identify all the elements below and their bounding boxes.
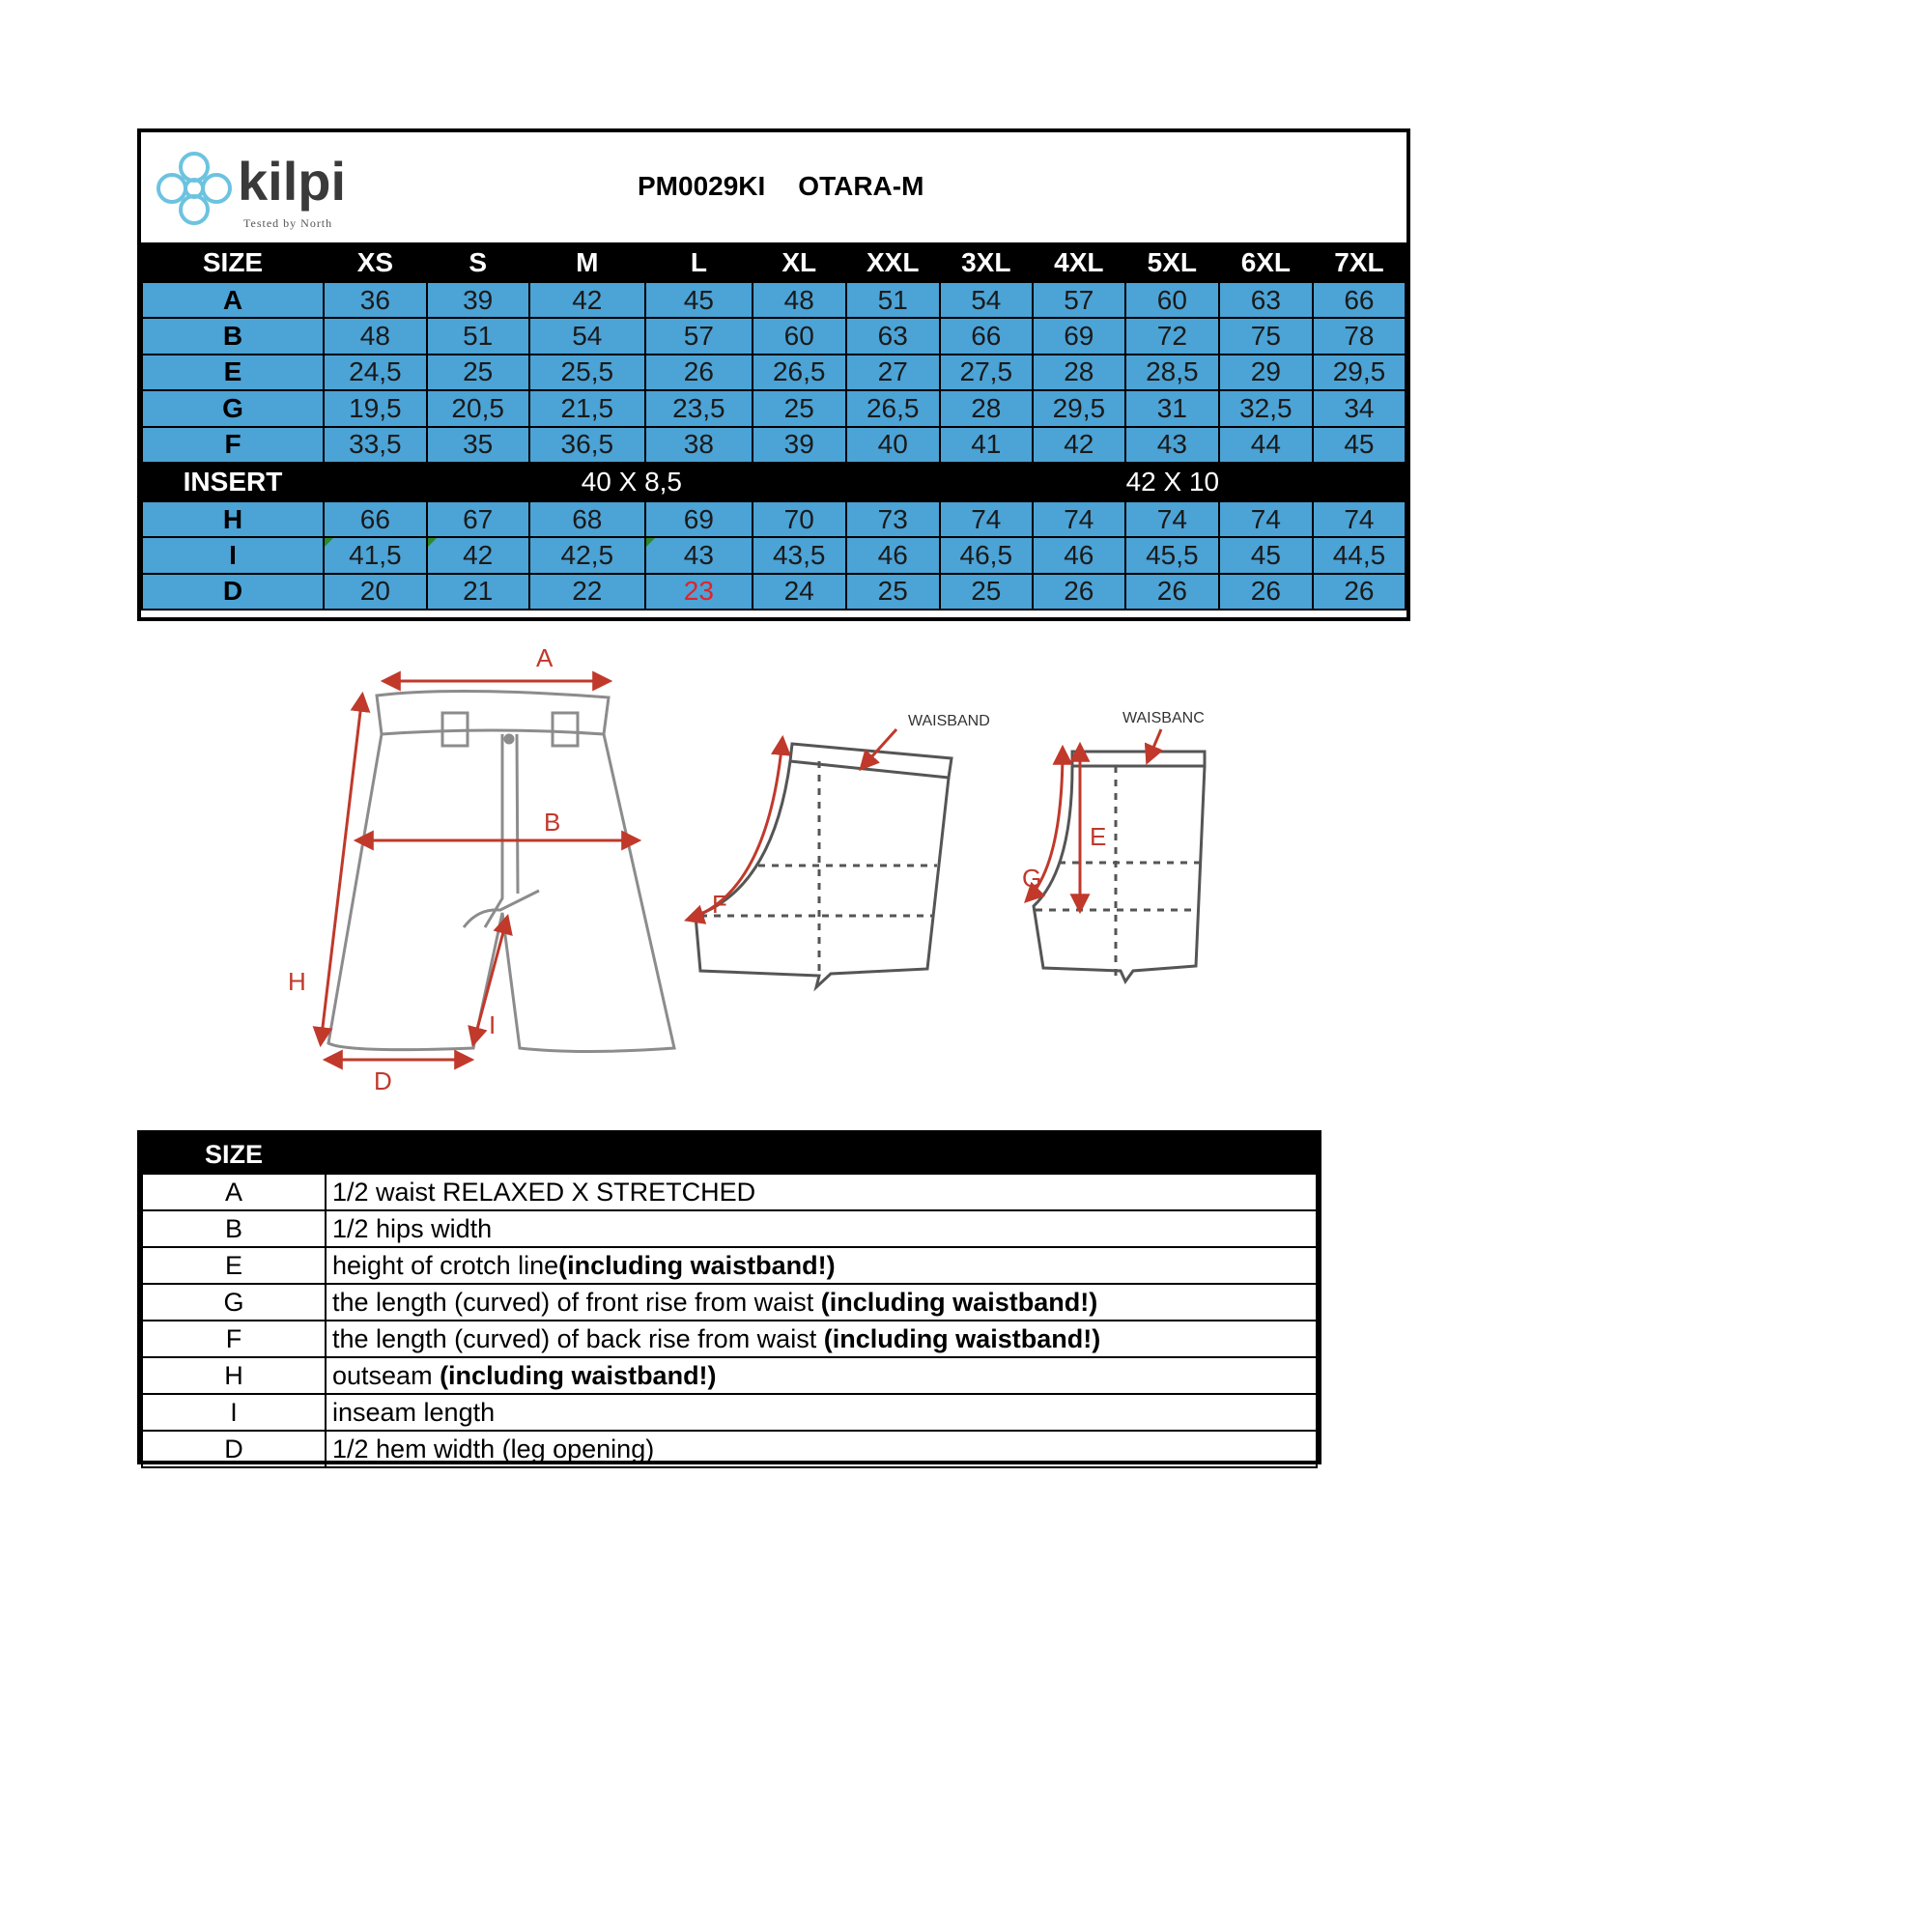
measurement-value: 33,5 [324, 427, 427, 463]
size-header-cell: XXL [846, 243, 940, 282]
measurement-value: 21,5 [529, 390, 645, 426]
measurement-value: 74 [1033, 501, 1125, 537]
legend-row [142, 1174, 1317, 1210]
measurement-row [142, 501, 1406, 537]
measurement-value: 51 [846, 282, 940, 318]
side-measure-lines [1027, 729, 1161, 910]
measurement-value: 44,5 [1313, 537, 1406, 573]
measurement-value: 75 [1219, 318, 1313, 354]
size-header-row [142, 243, 1406, 282]
brand-tagline: Tested by North [243, 216, 333, 230]
label-g: G [1022, 864, 1042, 893]
measurement-row [142, 427, 1406, 463]
measurement-value: 46,5 [940, 537, 1033, 573]
legend-text: inseam length [332, 1397, 496, 1427]
measurement-value: 41 [940, 427, 1033, 463]
legend-text: height of crotch line [332, 1250, 559, 1280]
brand-wordmark: kilpi [238, 151, 347, 212]
shorts-back-view [696, 744, 952, 987]
measurement-value: 66 [1313, 282, 1406, 318]
measurement-value: 67 [427, 501, 529, 537]
measurement-value: 38 [645, 427, 753, 463]
measurement-value: 34 [1313, 390, 1406, 426]
measurement-key: E [142, 355, 324, 390]
measurement-value: 43 [1125, 427, 1219, 463]
legend-key: A [142, 1174, 326, 1210]
measurement-value: 22 [529, 574, 645, 610]
legend-row [142, 1284, 1317, 1321]
size-chart [137, 128, 1410, 621]
insert-label: INSERT [142, 463, 324, 501]
measurement-value: 46 [846, 537, 940, 573]
measurement-row [142, 355, 1406, 390]
measurement-value: 26 [645, 355, 753, 390]
measurement-value: 21 [427, 574, 529, 610]
legend-description [326, 1210, 1317, 1247]
size-header-cell: 7XL [1313, 243, 1406, 282]
legend-row [142, 1394, 1317, 1431]
measurement-value: 35 [427, 427, 529, 463]
legend-text: 1/2 waist RELAXED X STRETCHED [332, 1177, 756, 1207]
legend-description [326, 1247, 1317, 1284]
measurement-key: I [142, 537, 324, 573]
measurement-value: 74 [1219, 501, 1313, 537]
waistband-label-back: WAISBAND [908, 713, 990, 729]
measurement-value: 31 [1125, 390, 1219, 426]
measurement-row [142, 390, 1406, 426]
legend-bold-note: (including waistband!) [820, 1287, 1098, 1317]
measurement-value: 63 [1219, 282, 1313, 318]
legend-bold-note: (including waistband!) [440, 1360, 717, 1390]
measurement-value: 66 [324, 501, 427, 537]
legend-row [142, 1431, 1317, 1467]
measurement-value: 26 [1033, 574, 1125, 610]
legend-row [142, 1321, 1317, 1357]
measurement-value: 26 [1313, 574, 1406, 610]
measurement-key: H [142, 501, 324, 537]
waistband-label-side: WAISBANC [1122, 710, 1205, 726]
size-header-cell: S [427, 243, 529, 282]
measurement-value: 25 [753, 390, 846, 426]
measurement-value: 60 [1125, 282, 1219, 318]
measurement-value: 27 [846, 355, 940, 390]
measurement-value: 24 [753, 574, 846, 610]
measurement-value: 57 [645, 318, 753, 354]
measurement-value: 63 [846, 318, 940, 354]
legend-description [326, 1284, 1317, 1321]
measurement-value: 39 [427, 282, 529, 318]
measurement-value: 44 [1219, 427, 1313, 463]
label-f: F [712, 890, 727, 919]
measurement-value: 69 [1033, 318, 1125, 354]
measurement-value: 26,5 [753, 355, 846, 390]
knot-icon [158, 154, 230, 223]
measurement-value: 23,5 [645, 390, 753, 426]
measurement-value: 26,5 [846, 390, 940, 426]
label-b: B [544, 808, 561, 837]
product-title [638, 171, 956, 202]
shorts-side-view [1034, 752, 1205, 981]
measurement-value: 74 [1313, 501, 1406, 537]
measurement-value: 69 [645, 501, 753, 537]
measurement-value: 72 [1125, 318, 1219, 354]
kilpi-logo [151, 138, 373, 235]
insert-value-large: 42 X 10 [940, 463, 1406, 501]
legend-text: outseam [332, 1360, 440, 1390]
measurement-value: 48 [753, 282, 846, 318]
measurement-value: 43,5 [753, 537, 846, 573]
label-e: E [1090, 822, 1107, 851]
legend-description [326, 1321, 1317, 1357]
insert-row [142, 463, 1406, 501]
label-h: H [288, 967, 306, 996]
measurement-value: 36 [324, 282, 427, 318]
measurement-value: 26 [1219, 574, 1313, 610]
measurement-value: 24,5 [324, 355, 427, 390]
measurement-value: 45,5 [1125, 537, 1219, 573]
measurement-value: 45 [1313, 427, 1406, 463]
measurement-row [142, 537, 1406, 573]
legend-key: D [142, 1431, 326, 1467]
measurement-value: 20 [324, 574, 427, 610]
size-header-cell: 6XL [1219, 243, 1313, 282]
measurement-value: 74 [940, 501, 1033, 537]
measurement-value: 29,5 [1313, 355, 1406, 390]
measurement-value: 54 [940, 282, 1033, 318]
measurement-value: 74 [1125, 501, 1219, 537]
measurement-row [142, 318, 1406, 354]
measurement-value: 27,5 [940, 355, 1033, 390]
measurement-value: 36,5 [529, 427, 645, 463]
measurement-value: 26 [1125, 574, 1219, 610]
legend-text: the length (curved) of back rise from waist [332, 1323, 824, 1353]
size-header-cell: 5XL [1125, 243, 1219, 282]
label-i: I [489, 1010, 497, 1039]
measurement-value: 48 [324, 318, 427, 354]
legend-key: F [142, 1321, 326, 1357]
measurement-legend [137, 1130, 1321, 1464]
measurement-value: 45 [645, 282, 753, 318]
measurement-value: 28,5 [1125, 355, 1219, 390]
measurement-value: 29 [1219, 355, 1313, 390]
size-header-cell: 3XL [940, 243, 1033, 282]
measurement-value: 40 [846, 427, 940, 463]
legend-key: E [142, 1247, 326, 1284]
measurement-value: 73 [846, 501, 940, 537]
measurement-row [142, 282, 1406, 318]
size-header-cell: L [645, 243, 753, 282]
measurement-value: 51 [427, 318, 529, 354]
measurement-value: 19,5 [324, 390, 427, 426]
measurement-value: 42,5 [529, 537, 645, 573]
measurement-value: 42 [427, 537, 529, 573]
measurement-value: 57 [1033, 282, 1125, 318]
measurement-value: 42 [529, 282, 645, 318]
measurement-value: 68 [529, 501, 645, 537]
product-name: OTARA-M [798, 171, 924, 201]
measurement-value: 54 [529, 318, 645, 354]
legend-description [326, 1174, 1317, 1210]
legend-text: 1/2 hips width [332, 1213, 493, 1243]
legend-header-blank [326, 1135, 1317, 1174]
measurement-key: F [142, 427, 324, 463]
measurement-value: 25 [846, 574, 940, 610]
legend-table [141, 1134, 1318, 1468]
measurement-value: 41,5 [324, 537, 427, 573]
measurement-value: 66 [940, 318, 1033, 354]
measurement-value: 39 [753, 427, 846, 463]
legend-row [142, 1210, 1317, 1247]
measurement-key: D [142, 574, 324, 610]
size-measurement-table [141, 242, 1406, 611]
measurement-value: 23 [645, 574, 753, 610]
measurement-value: 78 [1313, 318, 1406, 354]
measurement-value: 70 [753, 501, 846, 537]
legend-header-row [142, 1135, 1317, 1174]
legend-bold-note: (including waistband!) [558, 1250, 836, 1280]
legend-description [326, 1431, 1317, 1467]
insert-value-small: 40 X 8,5 [324, 463, 940, 501]
label-a: A [536, 643, 554, 672]
front-measure-lines [321, 681, 638, 1060]
size-header-cell: 4XL [1033, 243, 1125, 282]
measurement-value: 25 [940, 574, 1033, 610]
legend-key: H [142, 1357, 326, 1394]
measurement-row [142, 574, 1406, 610]
measurement-value: 42 [1033, 427, 1125, 463]
measurement-value: 20,5 [427, 390, 529, 426]
shorts-measurement-diagram [270, 638, 1236, 1092]
measurement-value: 25,5 [529, 355, 645, 390]
legend-row [142, 1357, 1317, 1394]
legend-description [326, 1394, 1317, 1431]
legend-header-label: SIZE [142, 1135, 326, 1174]
legend-text: 1/2 hem width (leg opening) [332, 1434, 655, 1463]
measurement-value: 25 [427, 355, 529, 390]
measurement-key: B [142, 318, 324, 354]
chart-header [141, 132, 1406, 242]
legend-key: I [142, 1394, 326, 1431]
legend-text: the length (curved) of front rise from waist [332, 1287, 821, 1317]
legend-key: B [142, 1210, 326, 1247]
size-header-cell: XL [753, 243, 846, 282]
measurement-value: 29,5 [1033, 390, 1125, 426]
shorts-front-view [328, 691, 674, 1051]
legend-row [142, 1247, 1317, 1284]
legend-description [326, 1357, 1317, 1394]
label-d: D [374, 1066, 392, 1092]
legend-bold-note: (including waistband!) [823, 1323, 1101, 1353]
measurement-value: 46 [1033, 537, 1125, 573]
size-header-cell: XS [324, 243, 427, 282]
measurement-value: 32,5 [1219, 390, 1313, 426]
measurement-key: G [142, 390, 324, 426]
size-header-label: SIZE [142, 243, 324, 282]
measurement-value: 28 [940, 390, 1033, 426]
measurement-value: 28 [1033, 355, 1125, 390]
measurement-value: 45 [1219, 537, 1313, 573]
legend-key: G [142, 1284, 326, 1321]
measurement-key: A [142, 282, 324, 318]
product-code: PM0029KI [638, 171, 766, 201]
size-header-cell: M [529, 243, 645, 282]
measurement-value: 60 [753, 318, 846, 354]
measurement-value: 43 [645, 537, 753, 573]
